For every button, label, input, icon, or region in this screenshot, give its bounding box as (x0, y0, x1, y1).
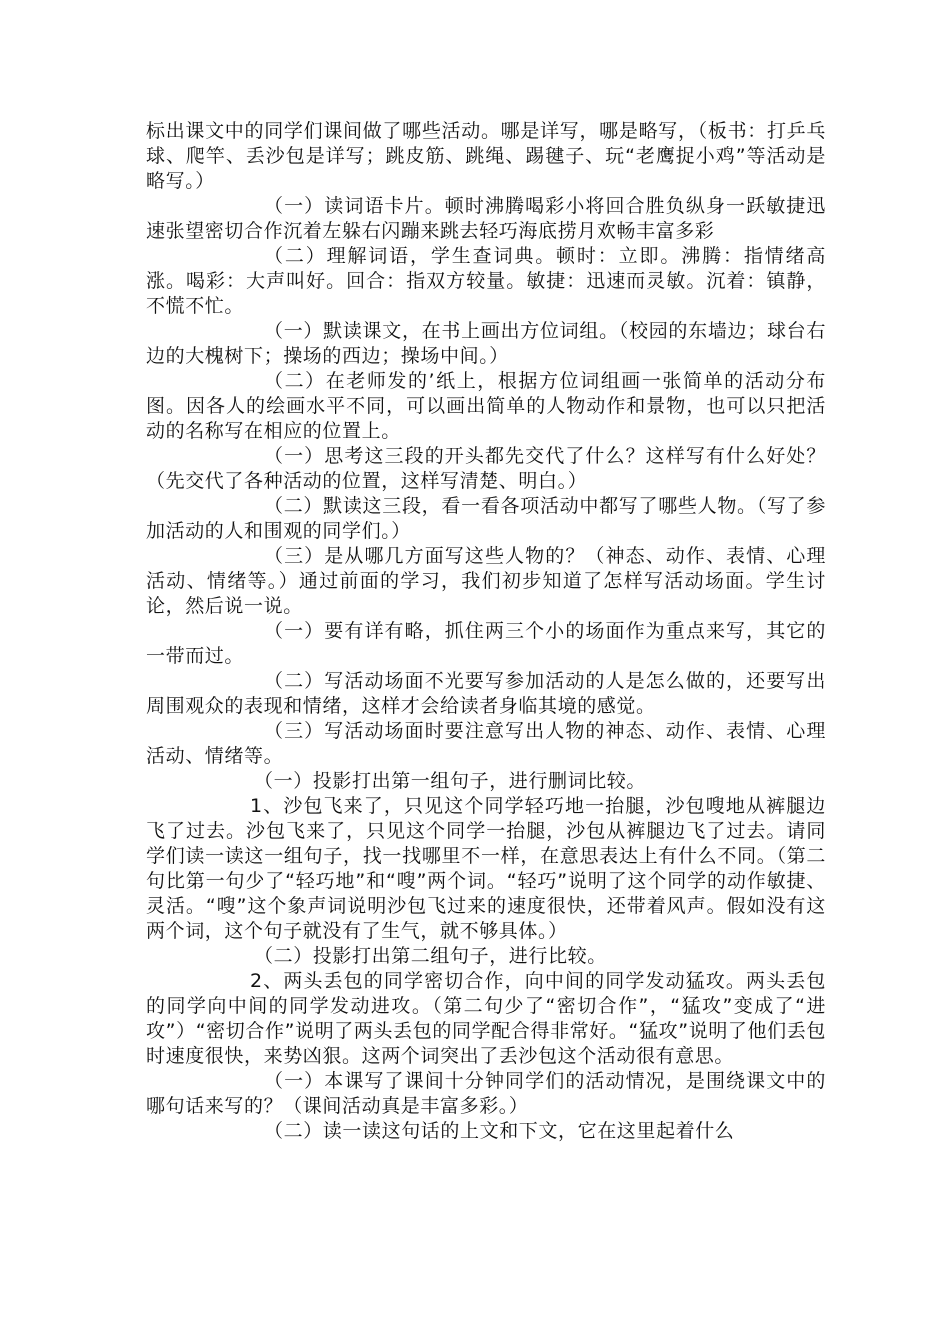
paragraph-read-people: （二）默读这三段，看一看各项活动中都写了哪些人物。（写了参加活动的人和围观的同学们。） (146, 495, 826, 542)
paragraph-think-openings: （一）思考这三段的开头都先交代了什么？这样写有什么好处？（先交代了各种活动的位置，这样写清楚、明白。） (146, 445, 826, 492)
paragraph-sentence-one: 1、沙包飞来了，只见这个同学轻巧地一抬腿，沙包嗖地从裤腿边飞了过去。沙包飞来了，只见这个同学一抬腿，沙包从裤腿边飞了过去。请同学们读一读这一组句子，找一找哪里不一样，在意思表达上有什么不同。（第二句比第一句少了“轻巧地”和“嗖”两个词。“轻巧”说明了这个同学的动作敏捷、灵活。“嗖”这个象声词说明沙包飞过来的速度很快，还带着风声。假如没有这两个词，这个句子就没有了生气，就不够具体。） (146, 795, 826, 942)
paragraph-audience: （二）写活动场面不光要写参加活动的人是怎么做的，还要写出周围观众的表现和情绪，这样才会给读者身临其境的感觉。 (146, 670, 826, 717)
paragraph-direction-phrases: （一）默读课文，在书上画出方位词组。（校园的东墙边；球台右边的大槐树下；操场的西边；操场中间。） (146, 320, 826, 367)
paragraph-projection-one: （一）投影打出第一组句子，进行删词比较。 (254, 770, 647, 792)
paragraph-projection-two: （二）投影打出第二组句子，进行比较。 (254, 945, 607, 967)
paragraph-character-traits: （三）写活动场面时要注意写出人物的神态、动作、表情、心理活动、情绪等。 (146, 720, 826, 767)
paragraph-word-meanings: （二）理解词语，学生查词典。顿时：立即。沸腾：指情绪高涨。喝彩：大声叫好。回合：指双方较量。敏捷：迅速而灵敏。沉着：镇静，不慌不忙。 (146, 245, 826, 317)
paragraph-activity-map: （二）在老师发的’纸上，根据方位词组画一张简单的活动分布图。因各人的绘画水平不同，可以画出简单的人物动作和景物，也可以只把活动的名称写在相应的位置上。 (146, 370, 826, 442)
document-body (146, 119, 826, 1144)
paragraph-context: （二）读一读这句话的上文和下文，它在这里起着什么 (264, 1120, 735, 1142)
paragraph-detail-brief: （一）要有详有略，抓住两三个小的场面作为重点来写，其它的一带而过。 (146, 620, 826, 667)
paragraph-intro: 标出课文中的同学们课间做了哪些活动。哪是详写，哪是略写，（板书：打乒乓球、爬竿、丢沙包是详写；跳皮筋、跳绳、踢毽子、玩“老鹰捉小鸡”等活动是略写。） (146, 120, 826, 192)
paragraph-aspects: （三）是从哪几方面写这些人物的？（神态、动作、表情、心理活动、情绪等。）通过前面的学习，我们初步知道了怎样写活动场面。学生讨论，然后说一说。 (146, 545, 826, 617)
paragraph-sentence-two: 2、两头丢包的同学密切合作，向中间的同学发动猛攻。两头丢包的同学向中间的同学发动进攻。（第二句少了“密切合作”，“猛攻”变成了“进攻”）“密切合作”说明了两头丢包的同学配合得非常好。“猛攻”说明了他们丢包时速度很快，来势凶狠。这两个词突出了丢沙包这个活动很有意思。 (146, 970, 826, 1067)
paragraph-central-sentence: （一）本课写了课间十分钟同学们的活动情况，是围绕课文中的哪句话来写的？（课间活动真是丰富多彩。） (146, 1070, 826, 1117)
paragraph-word-cards: （一）读词语卡片。顿时沸腾喝彩小将回合胜负纵身一跃敏捷迅速张望密切合作沉着左躲右闪蹦来跳去轻巧海底捞月欢畅丰富多彩 (146, 195, 826, 242)
